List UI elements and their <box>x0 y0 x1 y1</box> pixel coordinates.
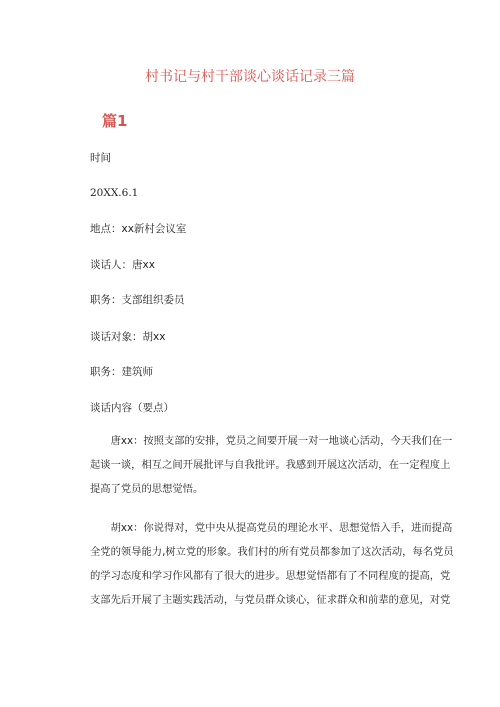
document-title: 村书记与村干部谈心谈话记录三篇 <box>145 69 355 85</box>
section-heading: 篇1 <box>102 112 128 130</box>
paragraph-1-line-3: 提高了党员的思想觉悟。 <box>90 483 204 495</box>
target-position-field: 职务：建筑师 <box>90 366 153 378</box>
paragraph-1-line-1: 唐xx：按照支部的安排，党员之间要开展一对一地谈心活动，今天我们在一 <box>110 435 453 447</box>
time-label: 时间 <box>90 152 111 164</box>
speaker-position-field: 职务：支部组织委员 <box>90 294 185 306</box>
paragraph-2-line-1: 胡xx：你说得对，党中央从提高党员的理论水平、思想觉悟入手，进而提高 <box>110 522 453 534</box>
content-heading: 谈话内容（要点） <box>90 402 174 414</box>
paragraph-2-line-4: 支部先后开展了主题实践活动，与党员群众谈心，征求群众和前辈的意见，对党 <box>90 594 451 606</box>
paragraph-1 <box>90 429 453 501</box>
date-value: 20XX.6.1 <box>90 187 139 199</box>
paragraph-2-line-3: 的学习态度和学习作风都有了很大的进步。思想觉悟都有了不同程度的提高，党 <box>90 570 451 582</box>
location-field: 地点：xx新村会议室 <box>90 223 187 235</box>
target-field: 谈话对象：胡xx <box>90 331 166 343</box>
speaker-field: 谈话人：唐xx <box>90 259 155 271</box>
paragraph-1-line-2: 起谈一谈，相互之间开展批评与自我批评。我感到开展这次活动，在一定程度上 <box>90 459 451 471</box>
paragraph-2 <box>90 516 454 612</box>
paragraph-2-line-2: 全党的领导能力,树立党的形象。我们村的所有党员都参加了这次活动，每名党员 <box>90 546 454 558</box>
